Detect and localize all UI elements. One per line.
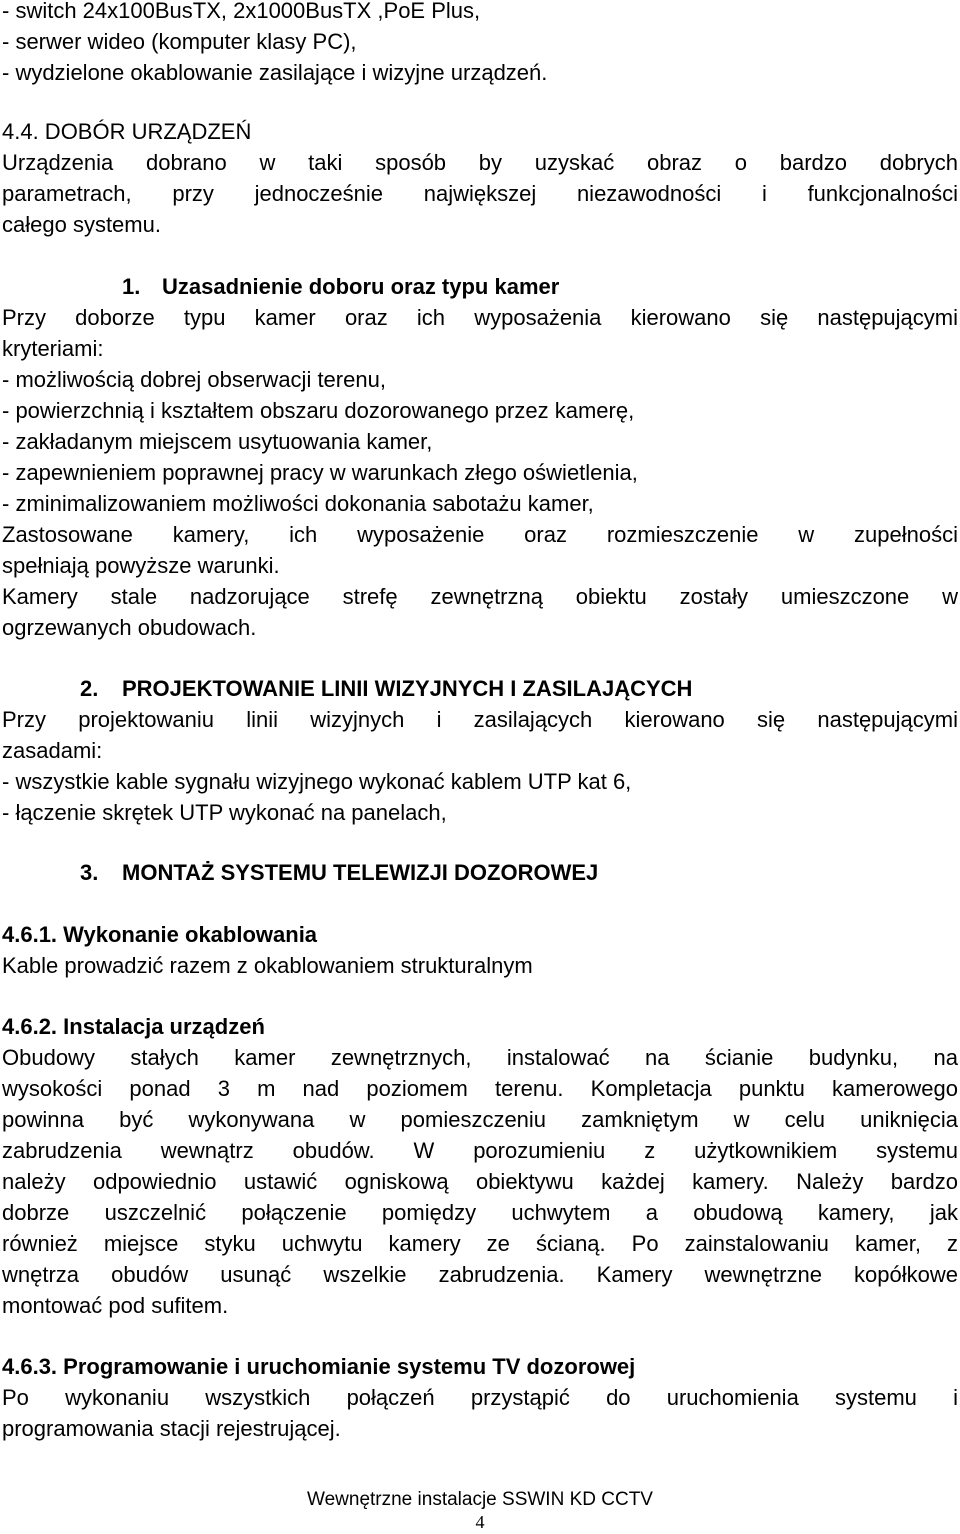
paragraph-line: Przy doborze typu kamer oraz ich wyposażenia kierowano się następującymi — [2, 305, 958, 330]
section-heading-4-6-1: 4.6.1. Wykonanie okablowania — [2, 922, 318, 947]
subsection-title: Uzasadnienie doboru oraz typu kamer — [162, 274, 560, 299]
paragraph-line: powinna być wykonywana w pomieszczeniu zamkniętym w celu uniknięcia — [2, 1107, 958, 1132]
section-heading-4-6-3: 4.6.3. Programowanie i uruchomianie systemu TV dozorowej — [2, 1354, 636, 1379]
paragraph-line: zabrudzenia wewnątrz obudów. W porozumieniu z użytkownikiem systemu — [2, 1138, 958, 1163]
paragraph-line: Urządzenia dobrano w taki sposób by uzyskać obraz o bardzo dobrych — [2, 150, 958, 175]
criteria-list-item: - zapewnieniem poprawnej pracy w warunkach złego oświetlenia, — [2, 460, 638, 485]
subsection-title: PROJEKTOWANIE LINII WIZYJNYCH I ZASILAJĄCYCH — [122, 676, 693, 701]
paragraph-line: Kable prowadzić razem z okablowaniem strukturalnym — [2, 953, 533, 978]
rules-list-item: - wszystkie kable sygnału wizyjnego wykonać kablem UTP kat 6, — [2, 769, 632, 794]
paragraph-line: Obudowy stałych kamer zewnętrznych, instalować na ścianie budynku, na — [2, 1045, 958, 1070]
paragraph-line: wysokości ponad 3 m nad poziomem terenu. Kompletacja punktu kamerowego — [2, 1076, 958, 1101]
paragraph-line: całego systemu. — [2, 212, 161, 237]
paragraph-line: zasadami: — [2, 738, 103, 763]
paragraph-line: Przy projektowaniu linii wizyjnych i zasilających kierowano się następującymi — [2, 707, 958, 732]
paragraph-line: spełniają powyższe warunki. — [2, 553, 280, 578]
subsection-number: 3. — [80, 860, 99, 885]
subsection-number: 1. — [122, 274, 141, 299]
criteria-list-item: - zakładanym miejscem usytuowania kamer, — [2, 429, 433, 454]
paragraph-line: należy odpowiednio ustawić ogniskową obiektywu każdej kamery. Należy bardzo — [2, 1169, 958, 1194]
paragraph-line: programowania stacji rejestrującej. — [2, 1416, 341, 1441]
page-number: 4 — [475, 1512, 485, 1532]
intro-list-item: - serwer wideo (komputer klasy PC), — [2, 29, 357, 54]
intro-list-item: - wydzielone okablowanie zasilające i wizyjne urządzeń. — [2, 60, 548, 85]
paragraph-line: montować pod sufitem. — [2, 1293, 229, 1318]
rules-list-item: - łączenie skrętek UTP wykonać na panelach, — [2, 800, 447, 825]
paragraph-line: parametrach, przy jednocześnie największej niezawodności i funkcjonalności — [2, 181, 958, 206]
criteria-list-item: - zminimalizowaniem możliwości dokonania sabotażu kamer, — [2, 491, 594, 516]
paragraph-line: Po wykonaniu wszystkich połączeń przystąpić do uruchomienia systemu i — [2, 1385, 958, 1410]
paragraph-line: również miejsce styku uchwytu kamery ze ścianą. Po zainstalowaniu kamer, z — [2, 1231, 958, 1256]
section-heading-4-6-2: 4.6.2. Instalacja urządzeń — [2, 1014, 265, 1039]
paragraph-line: ogrzewanych obudowach. — [2, 615, 257, 640]
paragraph-line: Kamery stale nadzorujące strefę zewnętrzną obiektu zostały umieszczone w — [2, 584, 958, 609]
paragraph-line: wnętrza obudów usunąć wszelkie zabrudzenia. Kamery wewnętrzne kopółkowe — [2, 1262, 958, 1287]
paragraph-line: kryteriami: — [2, 336, 104, 361]
page-footer-title: Wewnętrzne instalacje SSWIN KD CCTV — [307, 1489, 653, 1510]
intro-list-item: - switch 24x100BusTX, 2x1000BusTX ,PoE Plus, — [2, 0, 481, 23]
paragraph-line: Zastosowane kamery, ich wyposażenie oraz rozmieszczenie w zupełności — [2, 522, 958, 547]
criteria-list-item: - powierzchnią i kształtem obszaru dozorowanego przez kamerę, — [2, 398, 635, 423]
paragraph-line: dobrze uszczelnić połączenie pomiędzy uchwytem a obudową kamery, jak — [2, 1200, 958, 1225]
subsection-number: 2. — [80, 676, 99, 701]
criteria-list-item: - możliwością dobrej obserwacji terenu, — [2, 367, 386, 392]
section-heading-4-4: 4.4. DOBÓR URZĄDZEŃ — [2, 119, 252, 144]
subsection-title: MONTAŻ SYSTEMU TELEWIZJI DOZOROWEJ — [122, 860, 599, 885]
